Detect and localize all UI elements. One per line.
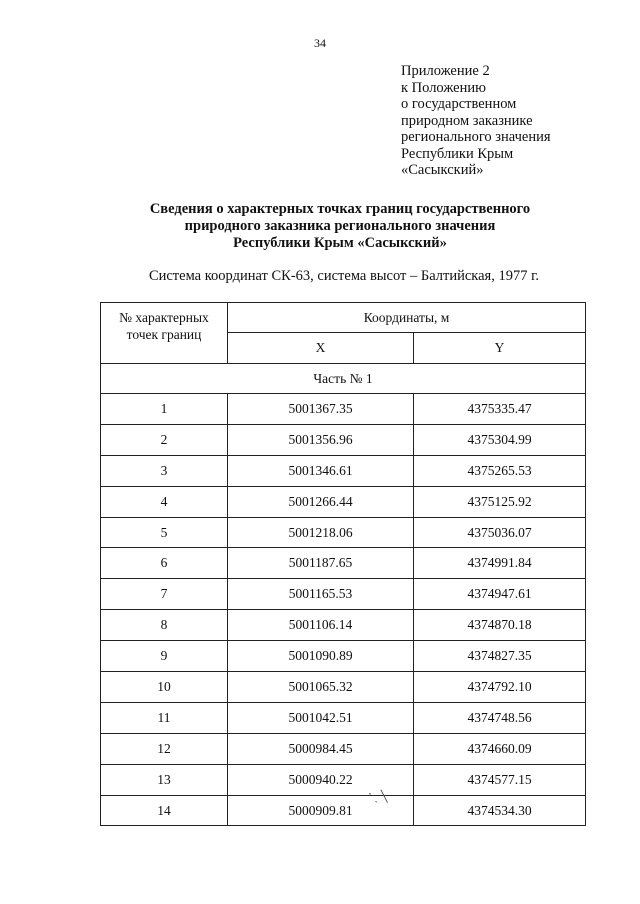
point-number-cell: 8 (101, 610, 228, 641)
y-coordinate-cell: 4375335.47 (414, 394, 586, 425)
header-point-number-line: № характерных (119, 310, 209, 325)
table-row (101, 795, 586, 826)
header-x: X (228, 333, 414, 364)
y-coordinate-cell: 4374870.18 (414, 610, 586, 641)
point-number-cell: 4 (101, 486, 228, 517)
point-number-cell: 7 (101, 579, 228, 610)
table-row (101, 610, 586, 641)
part-label: Часть № 1 (101, 364, 586, 394)
x-coordinate-cell: 5001356.96 (228, 424, 414, 455)
point-number-cell: 9 (101, 641, 228, 672)
y-coordinate-cell: 4375125.92 (414, 486, 586, 517)
y-coordinate-cell: 4374991.84 (414, 548, 586, 579)
header-coordinates: Координаты, м (228, 303, 586, 333)
x-coordinate-cell: 5001367.35 (228, 394, 414, 425)
y-coordinate-cell: 4374660.09 (414, 733, 586, 764)
table-row (101, 733, 586, 764)
x-coordinate-cell: 5000909.81 (228, 795, 414, 826)
y-coordinate-cell: 4374534.30 (414, 795, 586, 826)
point-number-cell: 10 (101, 672, 228, 703)
y-coordinate-cell: 4375265.53 (414, 455, 586, 486)
boundary-points-table (100, 302, 586, 826)
table-row (101, 641, 586, 672)
table-row (101, 424, 586, 455)
y-coordinate-cell: 4374577.15 (414, 764, 586, 795)
coordinate-system-note: Система координат СК-63, система высот – Балтийская, 1977 г. (148, 268, 540, 284)
y-coordinate-cell: 4375036.07 (414, 517, 586, 548)
appendix-line: Приложение 2 (401, 63, 490, 79)
y-coordinate-cell: 4374792.10 (414, 672, 586, 703)
document-title (0, 201, 640, 252)
header-point-number-line: точек границ (126, 327, 202, 342)
x-coordinate-cell: 5001065.32 (228, 672, 414, 703)
table-row (101, 394, 586, 425)
x-coordinate-cell: 5001346.61 (228, 455, 414, 486)
header-y: Y (414, 333, 586, 364)
appendix-line: к Положению (401, 79, 486, 96)
page-number: 34 (314, 36, 326, 50)
x-coordinate-cell: 5000940.22 (228, 764, 414, 795)
table-row (101, 702, 586, 733)
point-number-cell: 13 (101, 764, 228, 795)
x-coordinate-cell: 5001042.51 (228, 702, 414, 733)
y-coordinate-cell: 4374827.35 (414, 641, 586, 672)
table-row (101, 517, 586, 548)
point-number-cell: 3 (101, 455, 228, 486)
title-line: Сведения о характерных точках границ государственного (149, 201, 531, 217)
table-row (101, 455, 586, 486)
header-point-number (101, 303, 228, 364)
table-row (101, 548, 586, 579)
point-number-cell: 6 (101, 548, 228, 579)
title-line: Республики Крым «Сасыкский» (233, 235, 447, 251)
y-coordinate-cell: 4375304.99 (414, 424, 586, 455)
x-coordinate-cell: 5001106.14 (228, 610, 414, 641)
appendix-line: регионального значения (401, 129, 551, 145)
appendix-line: «Сасыкский» (401, 162, 484, 178)
x-coordinate-cell: 5001187.65 (228, 548, 414, 579)
table-row (101, 486, 586, 517)
x-coordinate-cell: 5001266.44 (228, 486, 414, 517)
x-coordinate-cell: 5001090.89 (228, 641, 414, 672)
point-number-cell: 1 (101, 394, 228, 425)
scan-mark: ʼ ˏ ╲ (368, 791, 388, 803)
table-row (101, 672, 586, 703)
point-number-cell: 11 (101, 702, 228, 733)
point-number-cell: 12 (101, 733, 228, 764)
x-coordinate-cell: 5001218.06 (228, 517, 414, 548)
y-coordinate-cell: 4374748.56 (414, 702, 586, 733)
x-coordinate-cell: 5001165.53 (228, 579, 414, 610)
point-number-cell: 2 (101, 424, 228, 455)
table-row (101, 764, 586, 795)
table-row (101, 579, 586, 610)
title-line: природного заказника регионального значения (184, 218, 496, 234)
appendix-note (401, 63, 551, 179)
point-number-cell: 5 (101, 517, 228, 548)
appendix-line: о государственном (401, 96, 517, 112)
y-coordinate-cell: 4374947.61 (414, 579, 586, 610)
point-number-cell: 14 (101, 795, 228, 826)
appendix-line: Республики Крым (401, 145, 514, 162)
x-coordinate-cell: 5000984.45 (228, 733, 414, 764)
appendix-line: природном заказнике (401, 112, 533, 129)
